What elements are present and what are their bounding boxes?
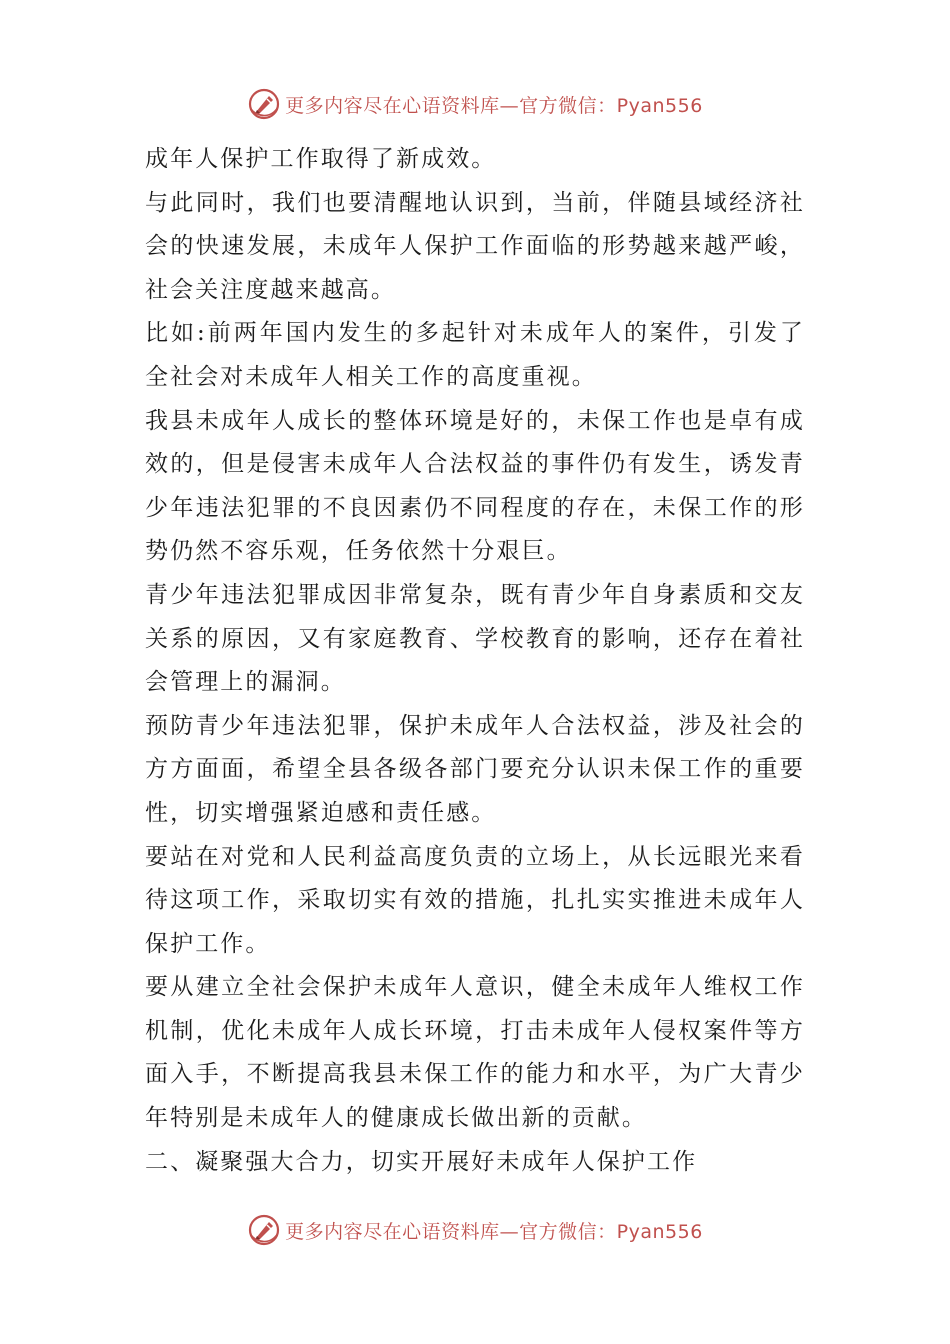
- paragraph: 预防青少年违法犯罪，保护未成年人合法权益，涉及社会的方方面面，希望全县各级各部门要充分认识未保工作的重要性，切实增强紧迫感和责任感。: [145, 712, 805, 826]
- pen-nib-logo-icon: [247, 1213, 281, 1247]
- paragraph: 要从建立全社会保护未成年人意识，健全未成年人维权工作机制，优化未成年人成长环境，打击未成年人侵权案件等方面入手，不断提高我县未保工作的能力和水平，为广大青少年特别是未成年人的健康成长做出新的贡献。: [145, 974, 805, 1132]
- paragraph: 成年人保护工作取得了新成效。: [145, 146, 497, 172]
- section-heading: 二、凝聚强大合力，切实开展好未成年人保护工作: [145, 1148, 698, 1175]
- paragraph: 青少年违法犯罪成因非常复杂，既有青少年自身素质和交友关系的原因，又有家庭教育、学校教育的影响，还存在着社会管理上的漏洞。: [145, 581, 805, 696]
- paragraph: 要站在对党和人民利益高度负责的立场上，从长远眼光来看待这项工作，采取切实有效的措施，扎扎实实推进未成年人保护工作。: [145, 843, 805, 957]
- banner-text: 更多内容尽在心语资料库—官方微信：Pyan556: [285, 94, 703, 117]
- document-body: [145, 138, 805, 1184]
- wechat-id: Pyan556: [616, 1220, 703, 1243]
- wechat-id: Pyan556: [616, 94, 703, 117]
- paragraph: 比如:前两年国内发生的多起针对未成年人的案件，引发了全社会对未成年人相关工作的高度重视。: [145, 320, 805, 390]
- footer-banner: [247, 1213, 703, 1247]
- banner-text: 更多内容尽在心语资料库—官方微信：Pyan556: [285, 1220, 703, 1243]
- header-banner: [247, 87, 703, 121]
- page-header: [0, 84, 950, 124]
- paragraph: 我县未成年人成长的整体环境是好的，未保工作也是卓有成效的，但是侵害未成年人合法权益的事件仍有发生，诱发青少年违法犯罪的不良因素仍不同程度的存在，未保工作的形势仍然不容乐观，任务依然十分艰巨。: [145, 407, 805, 565]
- pen-nib-logo-icon: [247, 87, 281, 121]
- paragraph: 与此同时，我们也要清醒地认识到，当前，伴随县域经济社会的快速发展，未成年人保护工作面临的形势越来越严峻，社会关注度越来越高。: [145, 189, 805, 303]
- page-footer: [0, 1210, 950, 1250]
